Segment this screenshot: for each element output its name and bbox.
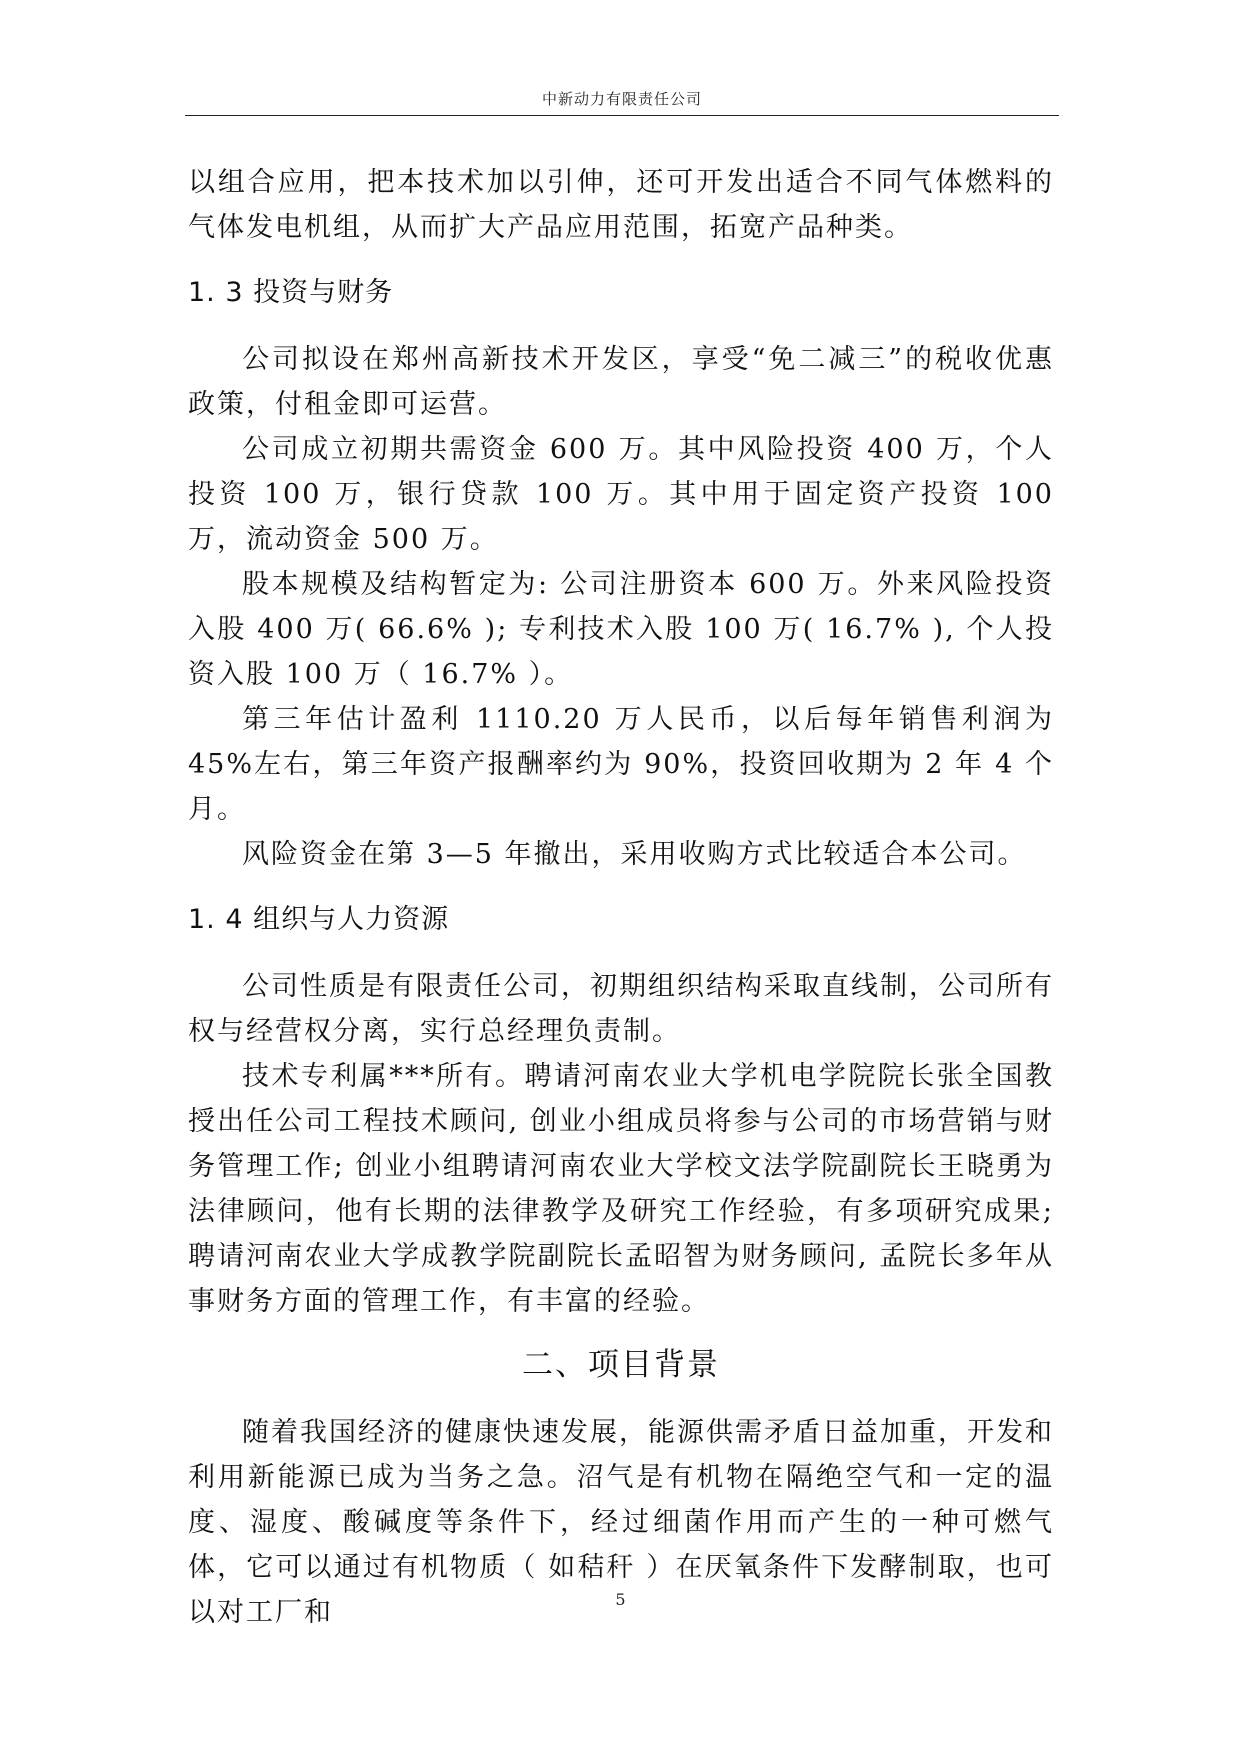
document-body [188, 160, 1054, 1635]
paragraph: 公司成立初期共需资金 600 万。其中风险投资 400 万，个人投资 100 万，银行贷款 100 万。其中用于固定资产投资 100 万，流动资金 500 万。 [188, 434, 1054, 555]
paragraph: 股本规模及结构暂定为: 公司注册资本 600 万。外来风险投资入股 400 万( 66.6% ); 专利技术入股 100 万( 16.7% ), 个人投资入股 100 万（ 16.7% ）。 [188, 569, 1054, 690]
paragraph: 公司性质是有限责任公司，初期组织结构采取直线制，公司所有权与经营权分离，实行总经理负责制。 [188, 971, 1054, 1047]
header-rule [185, 115, 1059, 116]
running-header: 中新动力有限责任公司 [541, 90, 702, 108]
section-heading: 1. 3 投资与财务 [188, 277, 394, 308]
paragraph: 随着我国经济的健康快速发展，能源供需矛盾日益加重，开发和利用新能源已成为当务之急。沼气是有机物在隔绝空气和一定的温度、湿度、酸碱度等条件下，经过细菌作用而产生的一种可燃气体，它可以通过有机物质（ 如秸秆 ）在厌氧条件下发酵制取，也可以对工厂和 [188, 1417, 1054, 1628]
paragraph: 技术专利属***所有。聘请河南农业大学机电学院院长张全国教授出任公司工程技术顾问, 创业小组成员将参与公司的市场营销与财务管理工作; 创业小组聘请河南农业大学校文法学院副院长王晓勇为法律顾问，他有长期的法律教学及研究工作经验，有多项研究成果; 聘请河南农业大学成教学院副院长孟昭智为财务顾问, 孟院长多年从事财务方面的管理工作，有丰富的经验。 [188, 1061, 1054, 1317]
paragraph: 以组合应用，把本技术加以引伸，还可开发出适合不同气体燃料的气体发电机组，从而扩大产品应用范围，拓宽产品种类。 [188, 167, 1054, 243]
page-number: 5 [615, 1590, 626, 1609]
section-heading: 1. 4 组织与人力资源 [188, 904, 450, 935]
paragraph: 公司拟设在郑州高新技术开发区，享受“免二减三”的税收优惠政策，付租金即可运营。 [188, 344, 1054, 420]
paragraph: 第三年估计盈利 1110.20 万人民币，以后每年销售利润为 45%左右，第三年资产报酬率约为 90%，投资回收期为 2 年 4 个月。 [188, 704, 1054, 825]
chapter-heading: 二、项目背景 [522, 1347, 720, 1383]
paragraph: 风险资金在第 3—5 年撤出，采用收购方式比较适合本公司。 [242, 839, 1027, 870]
